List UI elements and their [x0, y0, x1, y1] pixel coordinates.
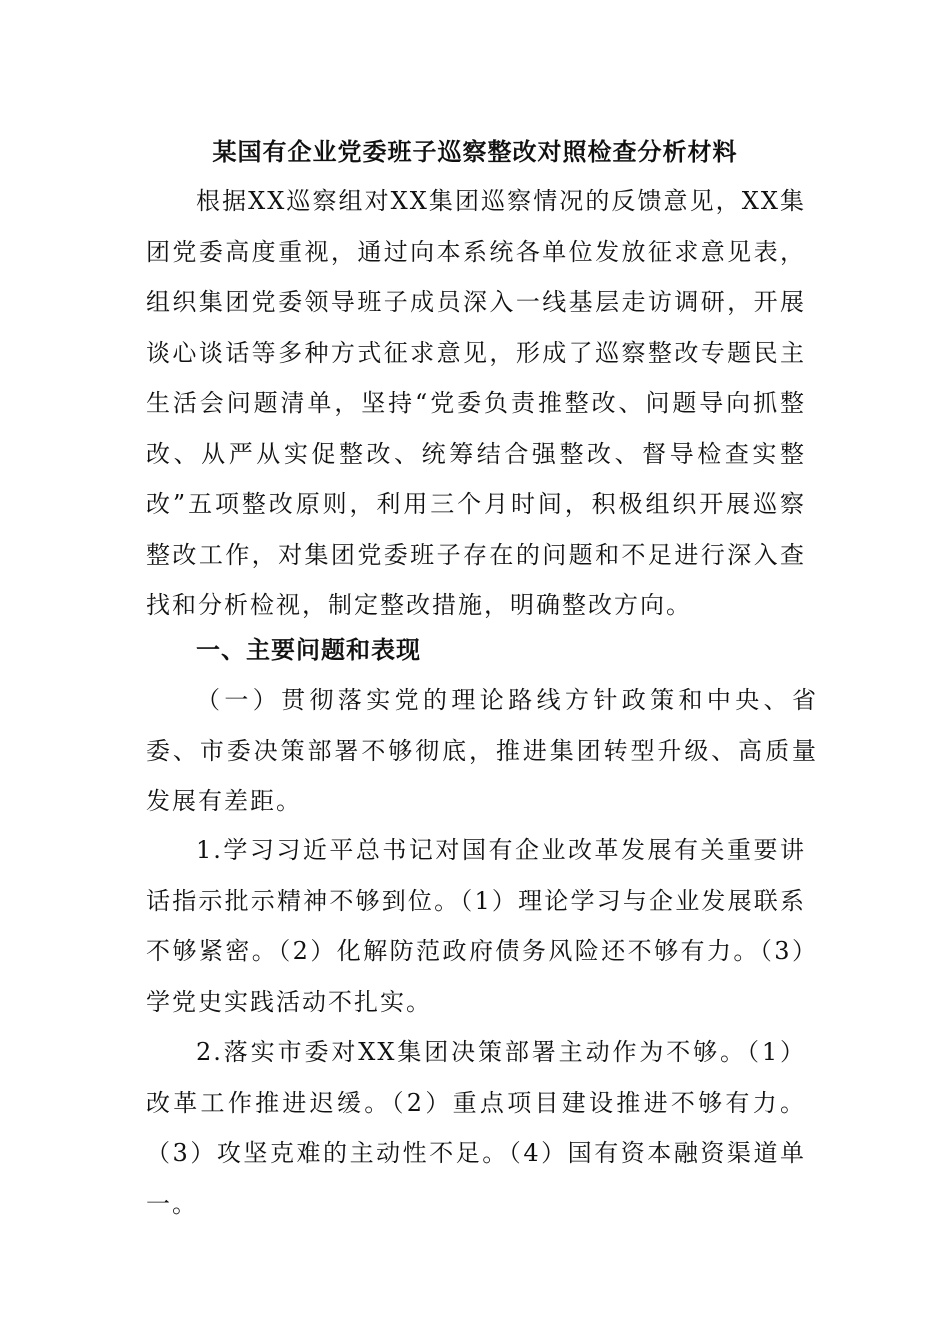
intro-paragraph: 根据XX巡察组对XX集团巡察情况的反馈意见，XX集团党委高度重视，通过向本系统各单位发放征求意见表，组织集团党委领导班子成员深入一线基层走访调研，开展谈心谈话等多种方式征求意见，形成了巡察整改专题民主生活会问题清单，坚持“党委负责推整改、问题导向抓整改、从严从实促整改、统筹结合强整改、督导检查实整改”五项整改原则，利用三个月时间，积极组织开展巡察整改工作，对集团党委班子存在的问题和不足进行深入查找和分析检视，制定整改措施，明确整改方向。: [146, 187, 806, 619]
document-title: 某国有企业党委班子巡察整改对照检查分析材料: [212, 138, 738, 166]
section-heading-main-problems: 一、主要问题和表现: [196, 636, 421, 664]
subsection-paragraph: （一）贯彻落实党的理论路线方针政策和中央、省委、市委决策部署不够彻底，推进集团转型升级、高质量发展有差距。: [146, 686, 818, 815]
item-paragraph-2: 2.落实市委对XX集团决策部署主动作为不够。（1）改革工作推进迟缓。（2）重点项目建设推进不够有力。（3）攻坚克难的主动性不足。（4）国有资本融资渠道单一。: [146, 1038, 806, 1218]
item-paragraph-1: 1.学习习近平总书记对国有企业改革发展有关重要讲话指示批示精神不够到位。（1）理论学习与企业发展联系不够紧密。（2）化解防范政府债务风险还不够有力。（3）学党史实践活动不扎实。: [146, 836, 806, 1016]
